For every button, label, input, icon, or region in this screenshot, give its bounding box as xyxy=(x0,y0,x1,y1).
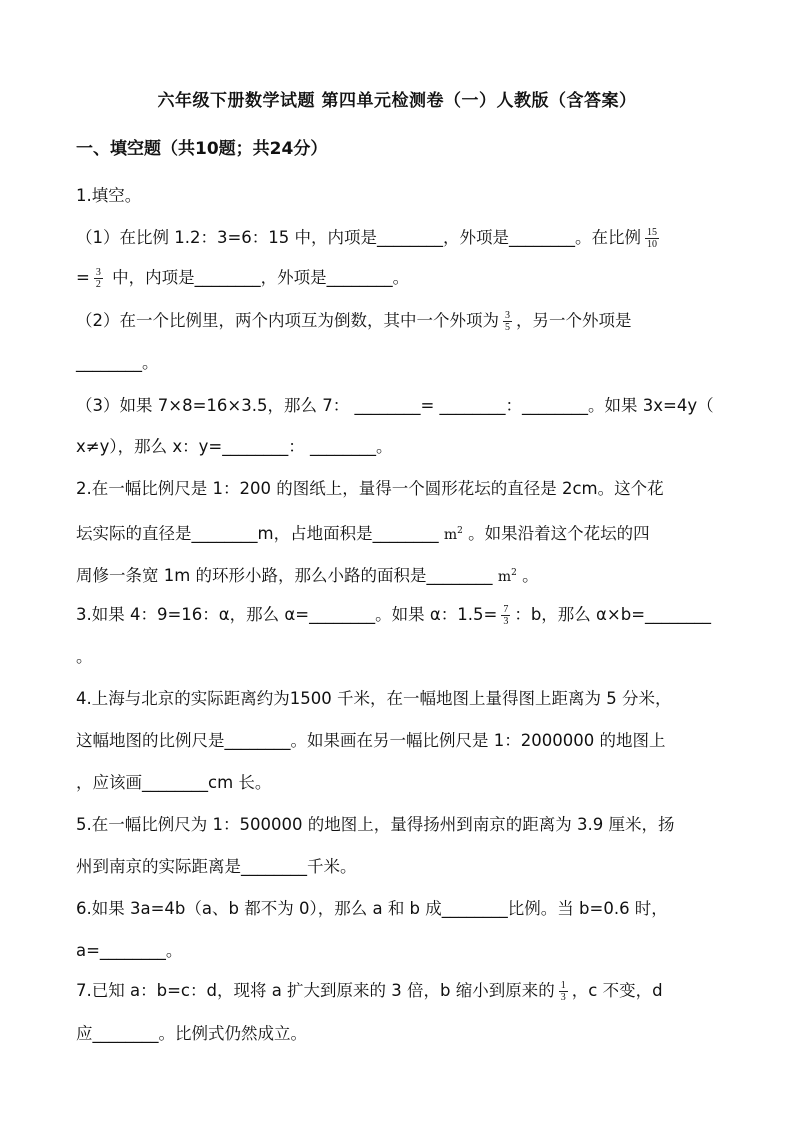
q7-line1 xyxy=(76,979,663,1003)
fraction-3-2: $\frac{3}{2}$ xyxy=(95,267,101,290)
q3-line1 xyxy=(76,603,711,627)
q1-part1-line2-text: 中，内项是________，外项是________。 xyxy=(106,268,410,287)
fraction-1-3: $\frac{1}{3}$ xyxy=(560,980,566,1003)
fraction-15-10: $\frac{15}{10}$ xyxy=(647,227,658,250)
q7-text-end: ，c 不变，d xyxy=(571,981,663,1000)
q1-part1-line1 xyxy=(76,226,663,250)
q1-part2-text-end: ，另一个外项是 xyxy=(516,311,632,330)
q5-line1: 5.在一幅比例尺为 1：500000 的地图上，量得扬州到南京的距离为 3.9 厘米，扬 xyxy=(76,815,675,834)
fraction-3-5: $\frac{3}{5}$ xyxy=(505,310,510,333)
equals-sign: = xyxy=(76,268,90,287)
q2-line1: 2.在一幅比例尺是 1：200 的图纸上，量得一个圆形花坛的直径是 2cm。这个花 xyxy=(76,479,664,498)
q3-text-end: ：b，那么 α×b=________ xyxy=(514,605,712,624)
q1-part1-line2 xyxy=(76,266,409,290)
q7-text: 7.已知 a：b=c：d，现将 a 扩大到原来的 3 倍，b 缩小到原来的 xyxy=(76,981,555,1000)
q2-line2-text: 坛实际的直径是________m，占地面积是________ xyxy=(76,524,444,543)
q4-line3: ，应该画________cm 长。 xyxy=(76,773,272,792)
q1-part2-text: （2）在一个比例里，两个内项互为倒数，其中一个外项为 xyxy=(76,311,499,330)
q3-line2: 。 xyxy=(76,647,93,666)
q1-part3-line1: （3）如果 7×8=16×3.5，那么 7： ________= ________：________。如果 3x=4y（ xyxy=(76,396,714,415)
page-title: 六年级下册数学试题 第四单元检测卷（一）人教版（含答案） xyxy=(157,91,637,111)
q2-line2-text-end: 。如果沿着这个花坛的四 xyxy=(462,524,650,543)
q3-text: 3.如果 4：9=16：α，那么 α=________。如果 α：1.5= xyxy=(76,605,498,624)
q1-heading: 1.填空。 xyxy=(76,186,142,205)
area-unit: $m^2$ xyxy=(443,526,463,543)
q2-line3-text-end: 。 xyxy=(516,566,539,585)
q2-line2 xyxy=(76,519,650,547)
q2-line3 xyxy=(76,561,539,589)
section-title: 一、填空题（共10题；共24分） xyxy=(76,139,328,159)
q1-part1-text: （1）在比例 1.2：3=6：15 中，内项是________，外项是________。在比例 xyxy=(76,228,642,247)
q5-line2: 州到南京的实际距离是________千米。 xyxy=(76,857,357,876)
q6-line1: 6.如果 3a=4b（a、b 都不为 0），那么 a 和 b 成________比例。当 b=0.6 时， xyxy=(76,899,668,918)
q4-line1: 4.上海与北京的实际距离约为1500 千米，在一幅地图上量得图上距离为 5 分米， xyxy=(76,689,672,708)
q2-line3-text: 周修一条宽 1m 的环形小路，那么小路的面积是________ xyxy=(76,566,498,585)
q6-line2: a=________。 xyxy=(76,941,183,960)
q1-part3-line2: x≠y），那么 x：y=________： ________。 xyxy=(76,437,393,456)
q1-part2-line2: ________。 xyxy=(76,353,159,372)
q7-line2: 应________。比例式仍然成立。 xyxy=(76,1024,307,1043)
q4-line2: 这幅地图的比例尺是________。如果画在另一幅比例尺是 1：2000000 的地图上 xyxy=(76,731,666,750)
area-unit: $m^2$ xyxy=(497,568,517,585)
q1-part2-line1 xyxy=(76,309,632,333)
fraction-7-3: $\frac{7}{3}$ xyxy=(503,604,509,627)
